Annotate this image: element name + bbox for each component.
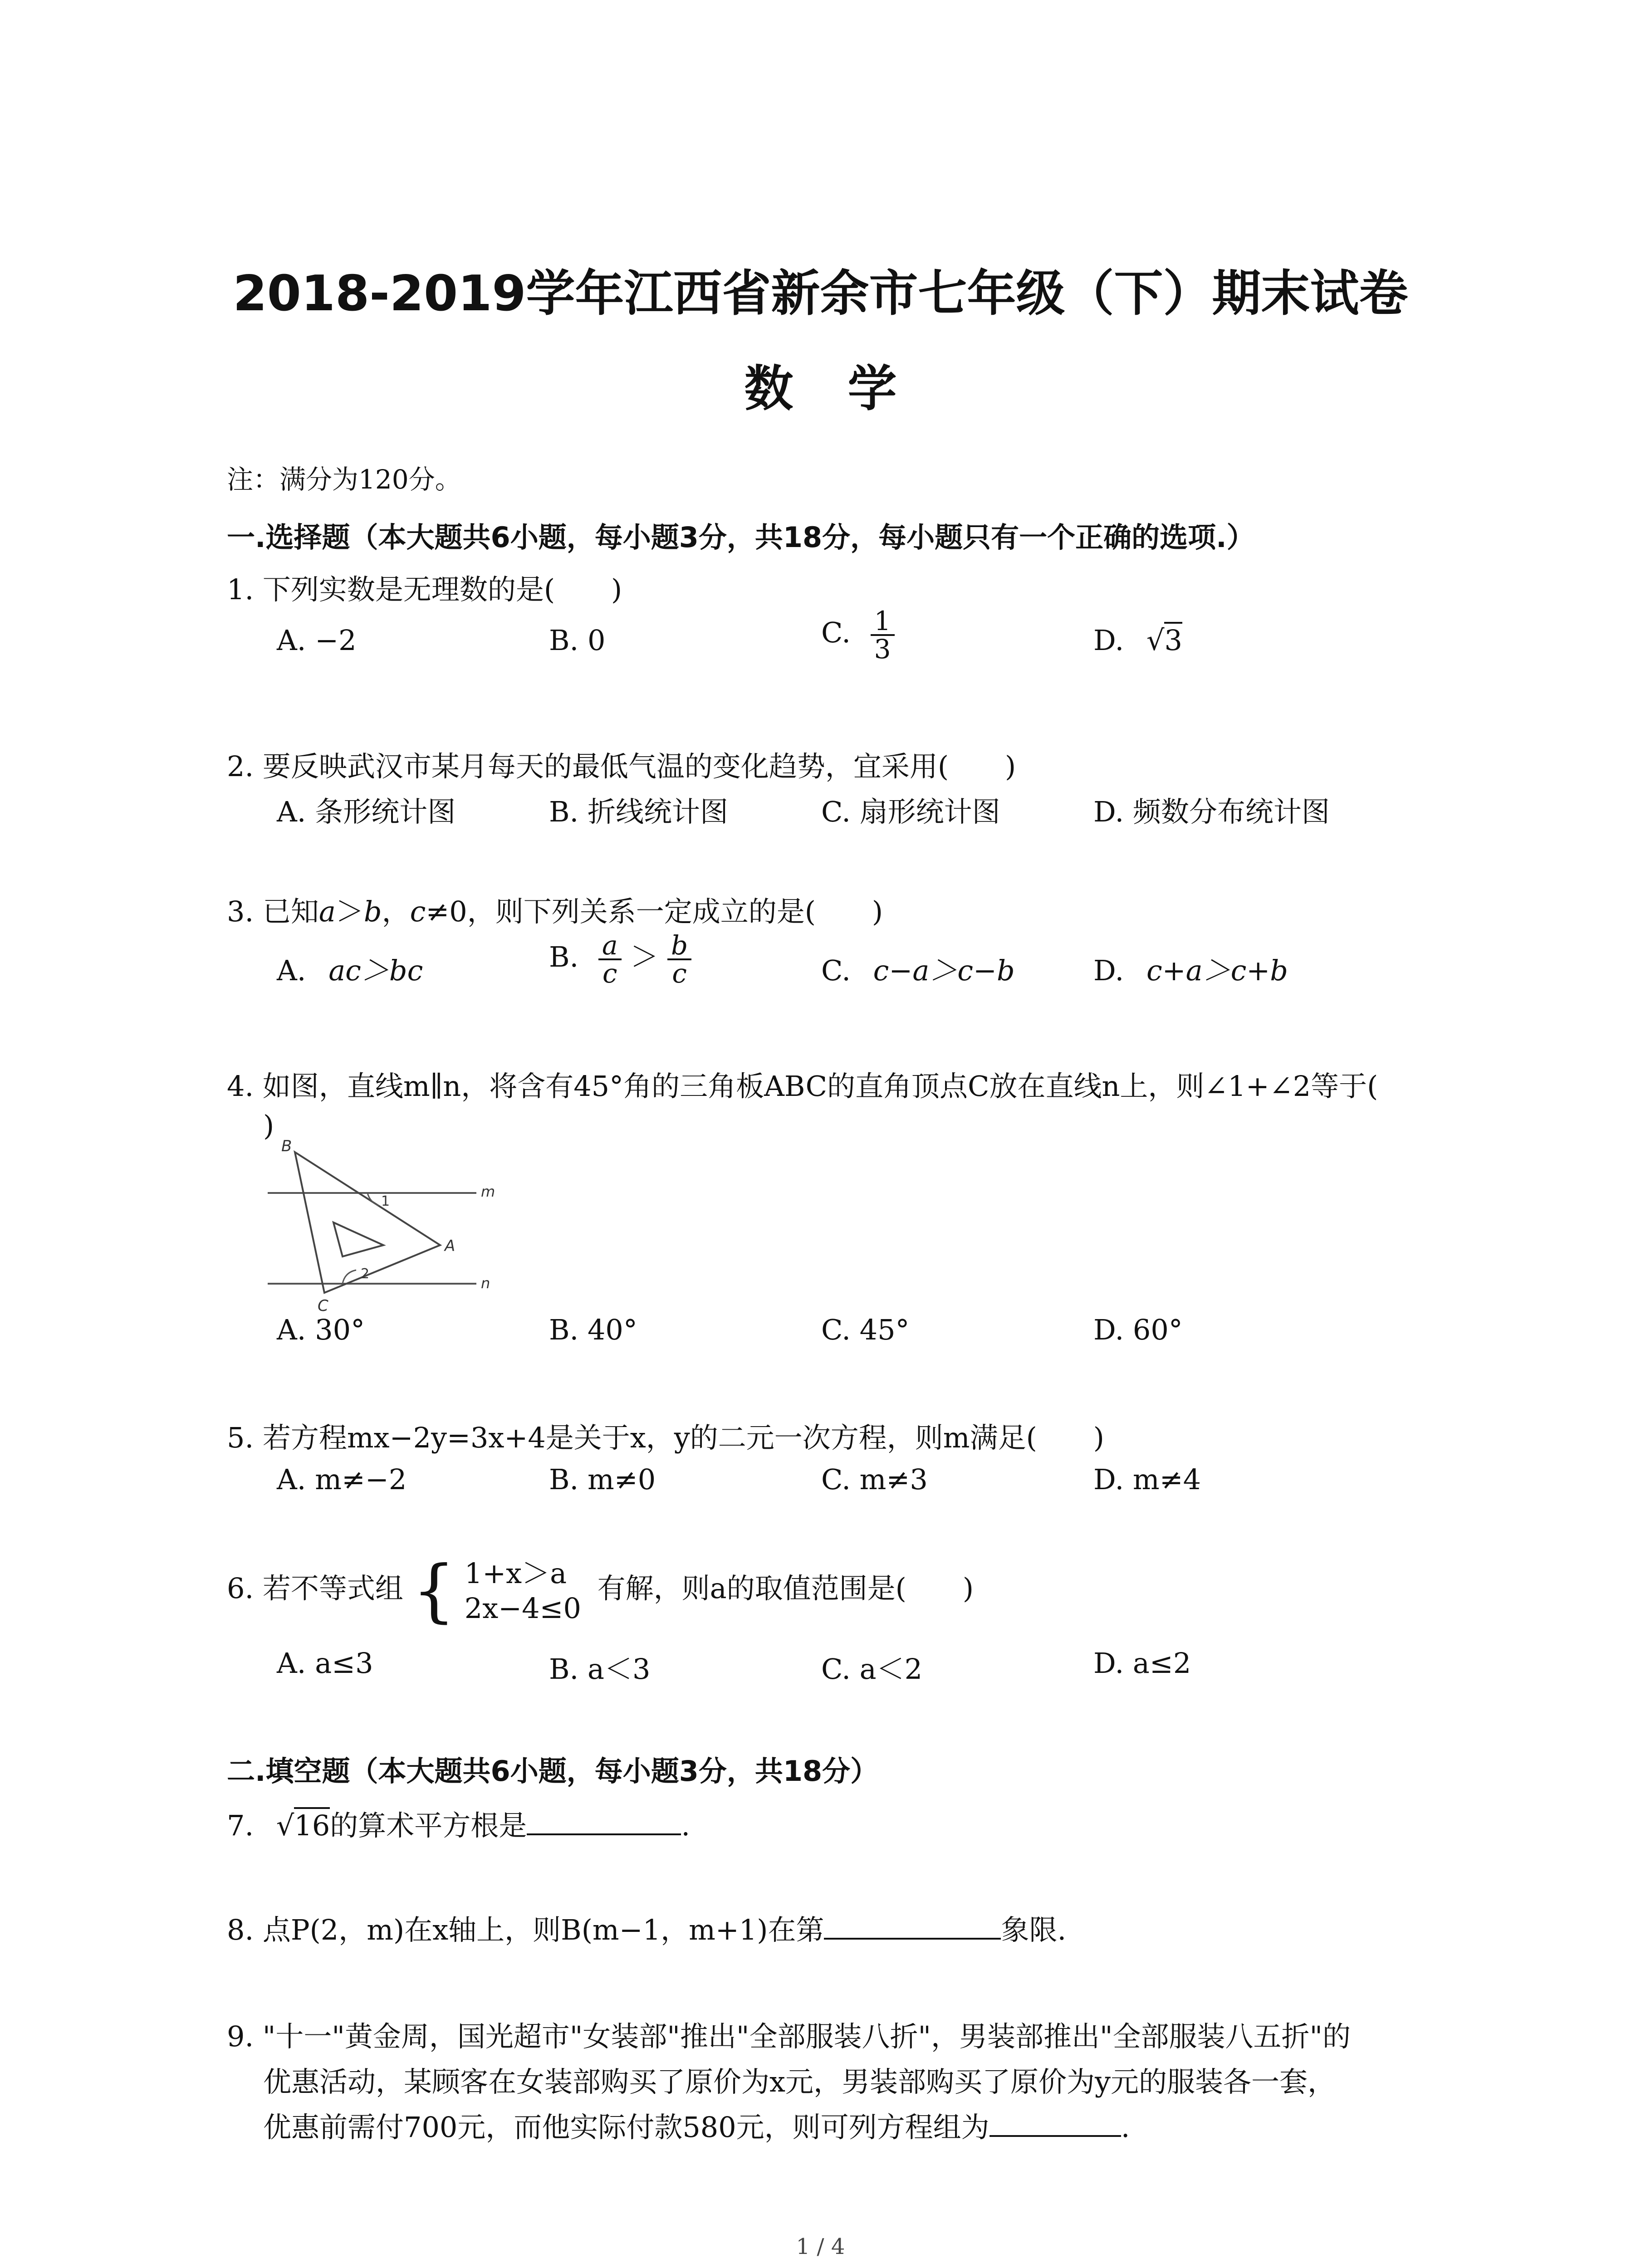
q3-fraction-1 xyxy=(598,932,622,987)
q9-line-2: 优惠活动，某顾客在女装部购买了原价为x元，男装部购买了原价为y元的服装各一套， xyxy=(263,2065,1336,2098)
q3-var-a: a xyxy=(318,895,336,928)
triangle-inner-hole xyxy=(333,1222,383,1256)
q3-option-d xyxy=(1093,948,1288,988)
sqrt-icon: √ xyxy=(1146,624,1165,657)
q3-comma: ， xyxy=(382,895,410,928)
q4-stem: 4. 如图，直线m∥n，将含有45°角的三角板ABC的直角顶点C放在直线n上，则∠1+∠2等于( xyxy=(227,1070,1378,1103)
q3-option-d-label: D. xyxy=(1093,954,1124,987)
q4-option-a: A. 30° xyxy=(277,1313,365,1346)
q6-option-d: D. a≤2 xyxy=(1093,1647,1191,1680)
q3-fraction-1-denominator: c xyxy=(603,958,617,989)
q7-radicand: 16 xyxy=(294,1807,330,1842)
q3-var-b: b xyxy=(363,895,382,928)
q2-option-b: B. 折线统计图 xyxy=(549,795,728,828)
q3-fraction-1-numerator: a xyxy=(598,932,622,960)
q6-stem-prefix: 6. 若不等式组 xyxy=(227,1572,403,1605)
q8-end: 象限. xyxy=(1001,1913,1067,1946)
page-number: 1 / 4 xyxy=(796,2234,845,2259)
q1-stem: 1. 下列实数是无理数的是( ) xyxy=(227,573,622,606)
q2-stem: 2. 要反映武汉市某月每天的最低气温的变化趋势，宜采用( ) xyxy=(227,750,1016,783)
q3-option-b-gt: ＞ xyxy=(630,940,659,974)
q9-end: . xyxy=(1121,2111,1130,2144)
label-c: C xyxy=(318,1297,328,1315)
page-subtitle: 数学 xyxy=(744,361,951,417)
q3-fraction-2-denominator: c xyxy=(672,958,687,989)
q2-option-a: A. 条形统计图 xyxy=(277,795,456,828)
q9-answer-blank[interactable] xyxy=(989,2109,1121,2137)
label-n: n xyxy=(481,1275,490,1292)
q6-inequality-2: 2x−4≤0 xyxy=(464,1592,581,1625)
q1-option-c xyxy=(821,606,895,665)
q1-option-b: B. 0 xyxy=(549,624,606,657)
q5-option-a: A. m≠−2 xyxy=(277,1463,407,1496)
q6-inequality-1: 1+x＞a xyxy=(464,1556,567,1590)
q3-option-a xyxy=(277,948,423,988)
q3-option-c-label: C. xyxy=(821,954,851,987)
q3-stem-suffix: ≠0，则下列关系一定成立的是( ) xyxy=(426,895,883,928)
q1-option-a: A. −2 xyxy=(277,624,357,657)
q1-fraction-numerator: 1 xyxy=(871,608,895,636)
q7-number: 7. xyxy=(227,1809,254,1842)
q6-option-b: B. a＜3 xyxy=(549,1652,651,1686)
q9-line-3-text: 优惠前需付700元，而他实际付款580元，则可列方程组为 xyxy=(263,2111,989,2144)
q3-option-a-label: A. xyxy=(277,954,306,987)
q6-stem-suffix: 有解，则a的取值范围是( ) xyxy=(597,1572,974,1605)
q3-option-d-expr: c+a＞c+b xyxy=(1146,954,1288,987)
q3-option-b-label: B. xyxy=(549,940,579,974)
q5-option-d: D. m≠4 xyxy=(1093,1463,1201,1496)
q7-end: . xyxy=(681,1809,691,1842)
q1-option-d xyxy=(1093,624,1182,657)
q3-var-c: c xyxy=(410,895,426,928)
sqrt-icon: √ xyxy=(276,1809,294,1842)
q3-option-b xyxy=(549,932,691,987)
q5-option-c: C. m≠3 xyxy=(821,1463,928,1496)
q4-stem-end: ) xyxy=(263,1109,274,1142)
section2-heading: 二.填空题（本大题共6小题，每小题3分，共18分） xyxy=(227,1755,879,1788)
label-angle-2: 2 xyxy=(361,1266,370,1282)
q9-line-1: 9. "十一"黄金周，国光超市"女装部"推出"全部服装八折"，男装部推出"全部服装八五折"的 xyxy=(227,2020,1351,2053)
q3-stem-prefix: 3. 已知 xyxy=(227,895,319,928)
q3-stem xyxy=(227,889,883,929)
q1-fraction-denominator: 3 xyxy=(874,634,891,665)
q8-stem xyxy=(227,1907,1066,1948)
q4-option-b: B. 40° xyxy=(549,1313,637,1346)
score-note: 注：满分为120分。 xyxy=(227,464,461,495)
q7-answer-blank[interactable] xyxy=(527,1807,681,1835)
q9-line-3 xyxy=(263,2105,1130,2145)
q8-answer-blank[interactable] xyxy=(824,1911,1001,1940)
left-brace-icon: { xyxy=(412,1551,456,1630)
q3-gt: ＞ xyxy=(335,895,364,928)
section1-heading: 一.选择题（本大题共6小题，每小题3分，共18分，每小题只有一个正确的选项.） xyxy=(227,521,1255,554)
q6-inequality-system xyxy=(465,1556,581,1626)
q3-fraction-2 xyxy=(667,932,691,987)
q3-option-a-expr: ac＞bc xyxy=(328,954,423,987)
q2-option-d: D. 频数分布统计图 xyxy=(1093,795,1330,828)
q4-figure xyxy=(254,1134,499,1315)
q1-radicand: 3 xyxy=(1164,622,1182,657)
page-title: 2018-2019学年江西省新余市七年级（下）期末试卷 xyxy=(233,265,1408,322)
q4-option-d: D. 60° xyxy=(1093,1313,1183,1346)
label-angle-1: 1 xyxy=(381,1193,390,1209)
label-b: B xyxy=(281,1137,292,1155)
q3-fraction-2-numerator: b xyxy=(667,932,691,960)
q7-stem xyxy=(227,1803,690,1843)
q5-stem: 5. 若方程mx−2y=3x+4是关于x，y的二元一次方程，则m满足( ) xyxy=(227,1421,1104,1454)
q4-option-c: C. 45° xyxy=(821,1313,910,1346)
q5-option-b: B. m≠0 xyxy=(549,1463,656,1496)
q2-option-c: C. 扇形统计图 xyxy=(821,795,1000,828)
q1-fraction xyxy=(871,606,895,665)
label-m: m xyxy=(481,1183,495,1200)
q1-option-d-label: D. xyxy=(1093,624,1124,657)
q1-option-c-label: C. xyxy=(821,616,851,650)
q3-option-c xyxy=(821,948,1015,988)
q6-option-c: C. a＜2 xyxy=(821,1652,923,1686)
q8-text: 8. 点P(2，m)在x轴上，则B(m−1，m+1)在第 xyxy=(227,1913,824,1946)
q3-option-c-expr: c−a＞c−b xyxy=(873,954,1015,987)
label-a: A xyxy=(445,1237,456,1255)
q6-option-a: A. a≤3 xyxy=(277,1647,373,1680)
q6-stem xyxy=(227,1551,974,1630)
q7-text: 的算术平方根是 xyxy=(330,1809,527,1842)
